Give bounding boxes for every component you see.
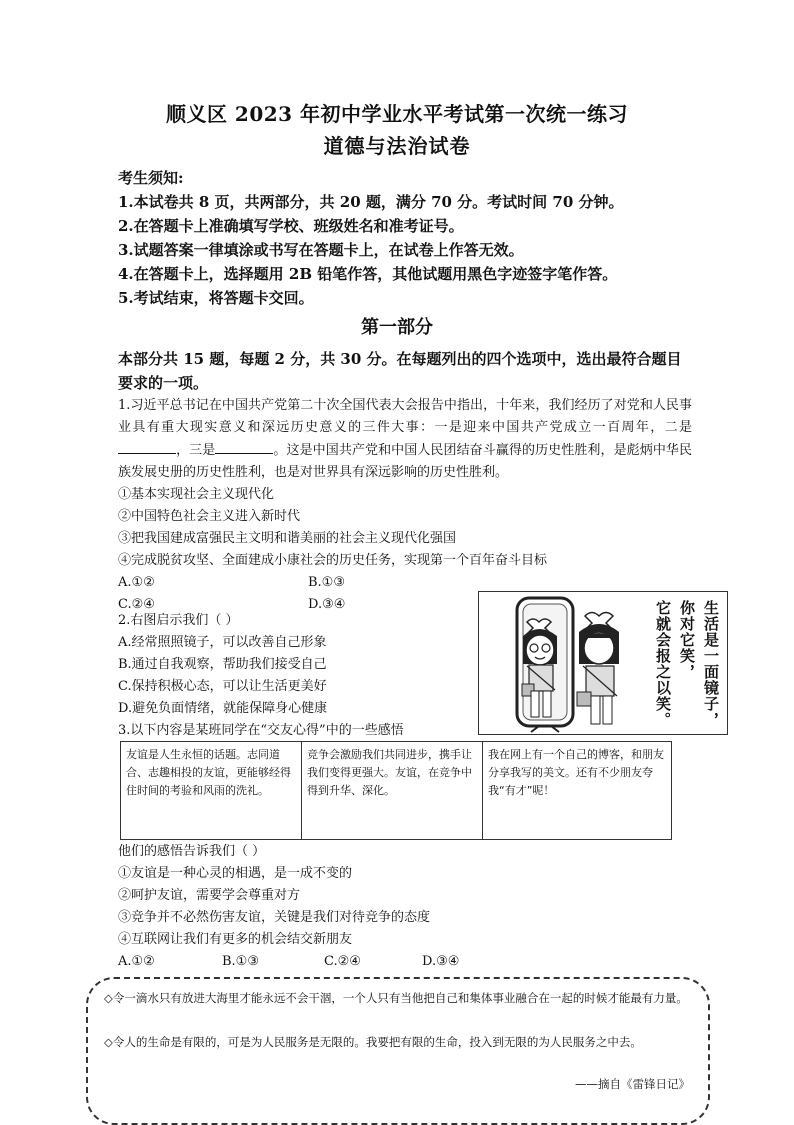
table-row bbox=[121, 742, 672, 840]
choice-c: C.②④ bbox=[118, 597, 155, 612]
part-heading: 第一部分 bbox=[361, 317, 433, 338]
statement: ③把我国建成富强民主文明和谐美丽的社会主义现代化强国 bbox=[118, 531, 457, 546]
quote-attribution: ——摘自《雷锋日记》 bbox=[575, 1077, 690, 1091]
table-cell: 我在网上有一个自己的博客，和朋友分享我写的美文。还有不少朋友夸我“有才”呢！ bbox=[483, 742, 672, 840]
answer-blank bbox=[215, 439, 273, 454]
answer-blank bbox=[118, 439, 176, 454]
choice-a: A.经常照照镜子，可以改善自己形象 bbox=[118, 635, 327, 650]
question-2 bbox=[118, 610, 468, 742]
comic-caption-line: 生活是一面镜子， bbox=[702, 600, 720, 728]
question-3-stem: 3.以下内容是某班同学在“交友心得”中的一些感悟 bbox=[118, 723, 404, 738]
notice-item: 4.在答题卡上，选择题用 2B 铅笔作答，其他试题用黑色字迹签字笔作答。 bbox=[118, 265, 618, 283]
table-cell: 竞争会激励我们共同进步，携手让我们变得更强大。友谊，在竞争中得到升华、深化。 bbox=[302, 742, 483, 840]
question-2-stem: 2.右图启示我们（ ） bbox=[118, 613, 239, 628]
choice-d: D.③④ bbox=[308, 597, 346, 612]
question-1 bbox=[118, 395, 692, 616]
mirror-illustration bbox=[479, 592, 649, 734]
candidate-notice bbox=[118, 166, 624, 310]
notice-item: 3.试题答案一律填涂或书写在答题卡上，在试卷上作答无效。 bbox=[118, 241, 524, 259]
choice-a: A.①② bbox=[118, 575, 155, 590]
question-3-question: 他们的感悟告诉我们（ ） bbox=[118, 844, 266, 859]
choice-d: D.避免负面情绪，就能保障身心健康 bbox=[118, 701, 328, 716]
quote-text: ◇令一滴水只有放进大海里才能永远不会干涸，一个人只有当他把自己和集体事业融合在一起的时候才能最有力量。 bbox=[104, 991, 688, 1005]
statement: ①基本实现社会主义现代化 bbox=[118, 487, 275, 502]
statement: ④完成脱贫攻坚、全面建成小康社会的历史任务，实现第一个百年奋斗目标 bbox=[118, 553, 548, 568]
table-cell: 友谊是人生永恒的话题。志同道合、志趣相投的友谊，更能够经得住时间的考验和风雨的洗礼。 bbox=[121, 742, 302, 840]
comic-caption-line: 你对它笑， bbox=[678, 600, 696, 680]
choice-c: C.保持积极心态，可以让生活更美好 bbox=[118, 679, 327, 694]
choice-b: B.①③ bbox=[222, 954, 259, 969]
choice-c: C.②④ bbox=[324, 954, 361, 969]
choice-b: B.①③ bbox=[308, 575, 345, 590]
friendship-table bbox=[120, 741, 672, 840]
choice-b: B.通过自我观察，帮助我们接受自己 bbox=[118, 657, 327, 672]
mirror-comic bbox=[478, 591, 728, 735]
notice-item: 5.考试结束，将答题卡交回。 bbox=[118, 289, 314, 307]
choice-row bbox=[118, 951, 678, 973]
statement: ②呵护友谊，需要学会尊重对方 bbox=[118, 888, 301, 903]
question-3-body bbox=[118, 841, 678, 973]
exam-title: 顺义区 2023 年初中学业水平考试第一次统一练习 bbox=[165, 102, 629, 126]
quote-text: ◇令人的生命是有限的，可是为人民服务是无限的。我要把有限的生命，投入到无限的为人民服务之中去。 bbox=[104, 1035, 642, 1049]
choice-d: D.③④ bbox=[422, 954, 460, 969]
question-1-stem: 1.习近平总书记在中国共产党第二十次全国代表大会报告中指出，十年来，我们经历了对党和人民事业具有重大现实意义和深远历史意义的三件大事：一是迎来中国共产党成立一百周年，二是，三是 。这是中国共产党和中国人民团结奋斗赢得的历史性胜利，是彪炳中华民族发展史册的历史性胜利，也是对世界具有深远影响的历史性胜利。 bbox=[118, 398, 692, 480]
notice-item: 1.本试卷共 8 页，共两部分，共 20 题，满分 70 分。考试时间 70 分钟。 bbox=[118, 193, 624, 211]
comic-caption-line: 它就会报之以笑。 bbox=[654, 600, 672, 728]
statement: ③竞争并不必然伤害友谊，关键是我们对待竞争的态度 bbox=[118, 910, 431, 925]
statement: ④互联网让我们有更多的机会结交新朋友 bbox=[118, 932, 353, 947]
exam-subtitle: 道德与法治试卷 bbox=[323, 134, 471, 158]
statement: ②中国特色社会主义进入新时代 bbox=[118, 509, 301, 524]
choice-a: A.①② bbox=[118, 954, 155, 969]
notice-heading: 考生须知: bbox=[118, 169, 184, 187]
notice-item: 2.在答题卡上准确填写学校、班级姓名和准考证号。 bbox=[118, 217, 464, 235]
statement: ①友谊是一种心灵的相遇，是一成不变的 bbox=[118, 866, 353, 881]
part-instructions: 本部分共 15 题，每题 2 分，共 30 分。在每题列出的四个选项中，选出最符合题目要求的一项。 bbox=[118, 350, 682, 392]
